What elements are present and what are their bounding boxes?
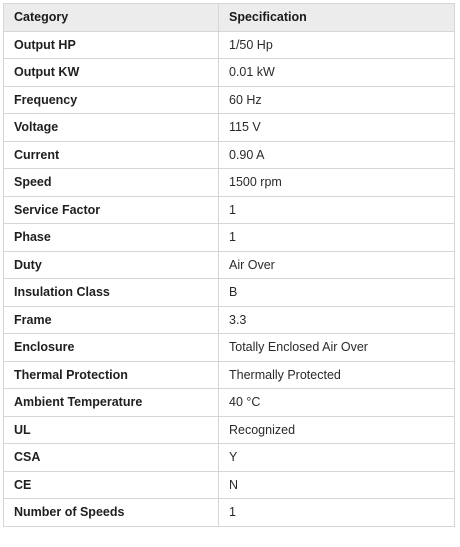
row-specification: Totally Enclosed Air Over	[219, 334, 455, 362]
row-category: UL	[4, 416, 219, 444]
row-specification: 40 °C	[219, 389, 455, 417]
table-header	[4, 4, 455, 32]
table-row	[4, 389, 455, 417]
row-specification: Thermally Protected	[219, 361, 455, 389]
row-category: Voltage	[4, 114, 219, 142]
table-row	[4, 86, 455, 114]
row-specification: B	[219, 279, 455, 307]
table-row	[4, 251, 455, 279]
row-category: Enclosure	[4, 334, 219, 362]
row-specification: 1/50 Hp	[219, 31, 455, 59]
row-category: CE	[4, 471, 219, 499]
table-row	[4, 59, 455, 87]
header-category: Category	[4, 4, 219, 32]
row-category: CSA	[4, 444, 219, 472]
table-row	[4, 114, 455, 142]
row-specification: 60 Hz	[219, 86, 455, 114]
row-specification: 1500 rpm	[219, 169, 455, 197]
table-row	[4, 31, 455, 59]
row-category: Insulation Class	[4, 279, 219, 307]
row-specification: 3.3	[219, 306, 455, 334]
row-specification: Air Over	[219, 251, 455, 279]
row-category: Frame	[4, 306, 219, 334]
table-row	[4, 169, 455, 197]
table-row	[4, 334, 455, 362]
table-body	[4, 31, 455, 526]
row-category: Current	[4, 141, 219, 169]
row-category: Output HP	[4, 31, 219, 59]
table-row	[4, 471, 455, 499]
table-row	[4, 499, 455, 527]
row-category: Speed	[4, 169, 219, 197]
row-specification: 1	[219, 196, 455, 224]
row-category: Phase	[4, 224, 219, 252]
row-specification: Y	[219, 444, 455, 472]
specification-table	[3, 3, 455, 527]
row-specification: 0.01 kW	[219, 59, 455, 87]
row-specification: 0.90 A	[219, 141, 455, 169]
row-category: Output KW	[4, 59, 219, 87]
row-category: Service Factor	[4, 196, 219, 224]
row-category: Ambient Temperature	[4, 389, 219, 417]
table-row	[4, 306, 455, 334]
row-category: Frequency	[4, 86, 219, 114]
row-specification: Recognized	[219, 416, 455, 444]
row-specification: 115 V	[219, 114, 455, 142]
row-specification: 1	[219, 224, 455, 252]
table-row	[4, 444, 455, 472]
row-category: Duty	[4, 251, 219, 279]
row-category: Number of Speeds	[4, 499, 219, 527]
table-row	[4, 141, 455, 169]
row-specification: N	[219, 471, 455, 499]
header-specification: Specification	[219, 4, 455, 32]
table-row	[4, 196, 455, 224]
row-specification: 1	[219, 499, 455, 527]
table-row	[4, 224, 455, 252]
row-category: Thermal Protection	[4, 361, 219, 389]
table-row	[4, 416, 455, 444]
header-row	[4, 4, 455, 32]
table-row	[4, 361, 455, 389]
table-row	[4, 279, 455, 307]
